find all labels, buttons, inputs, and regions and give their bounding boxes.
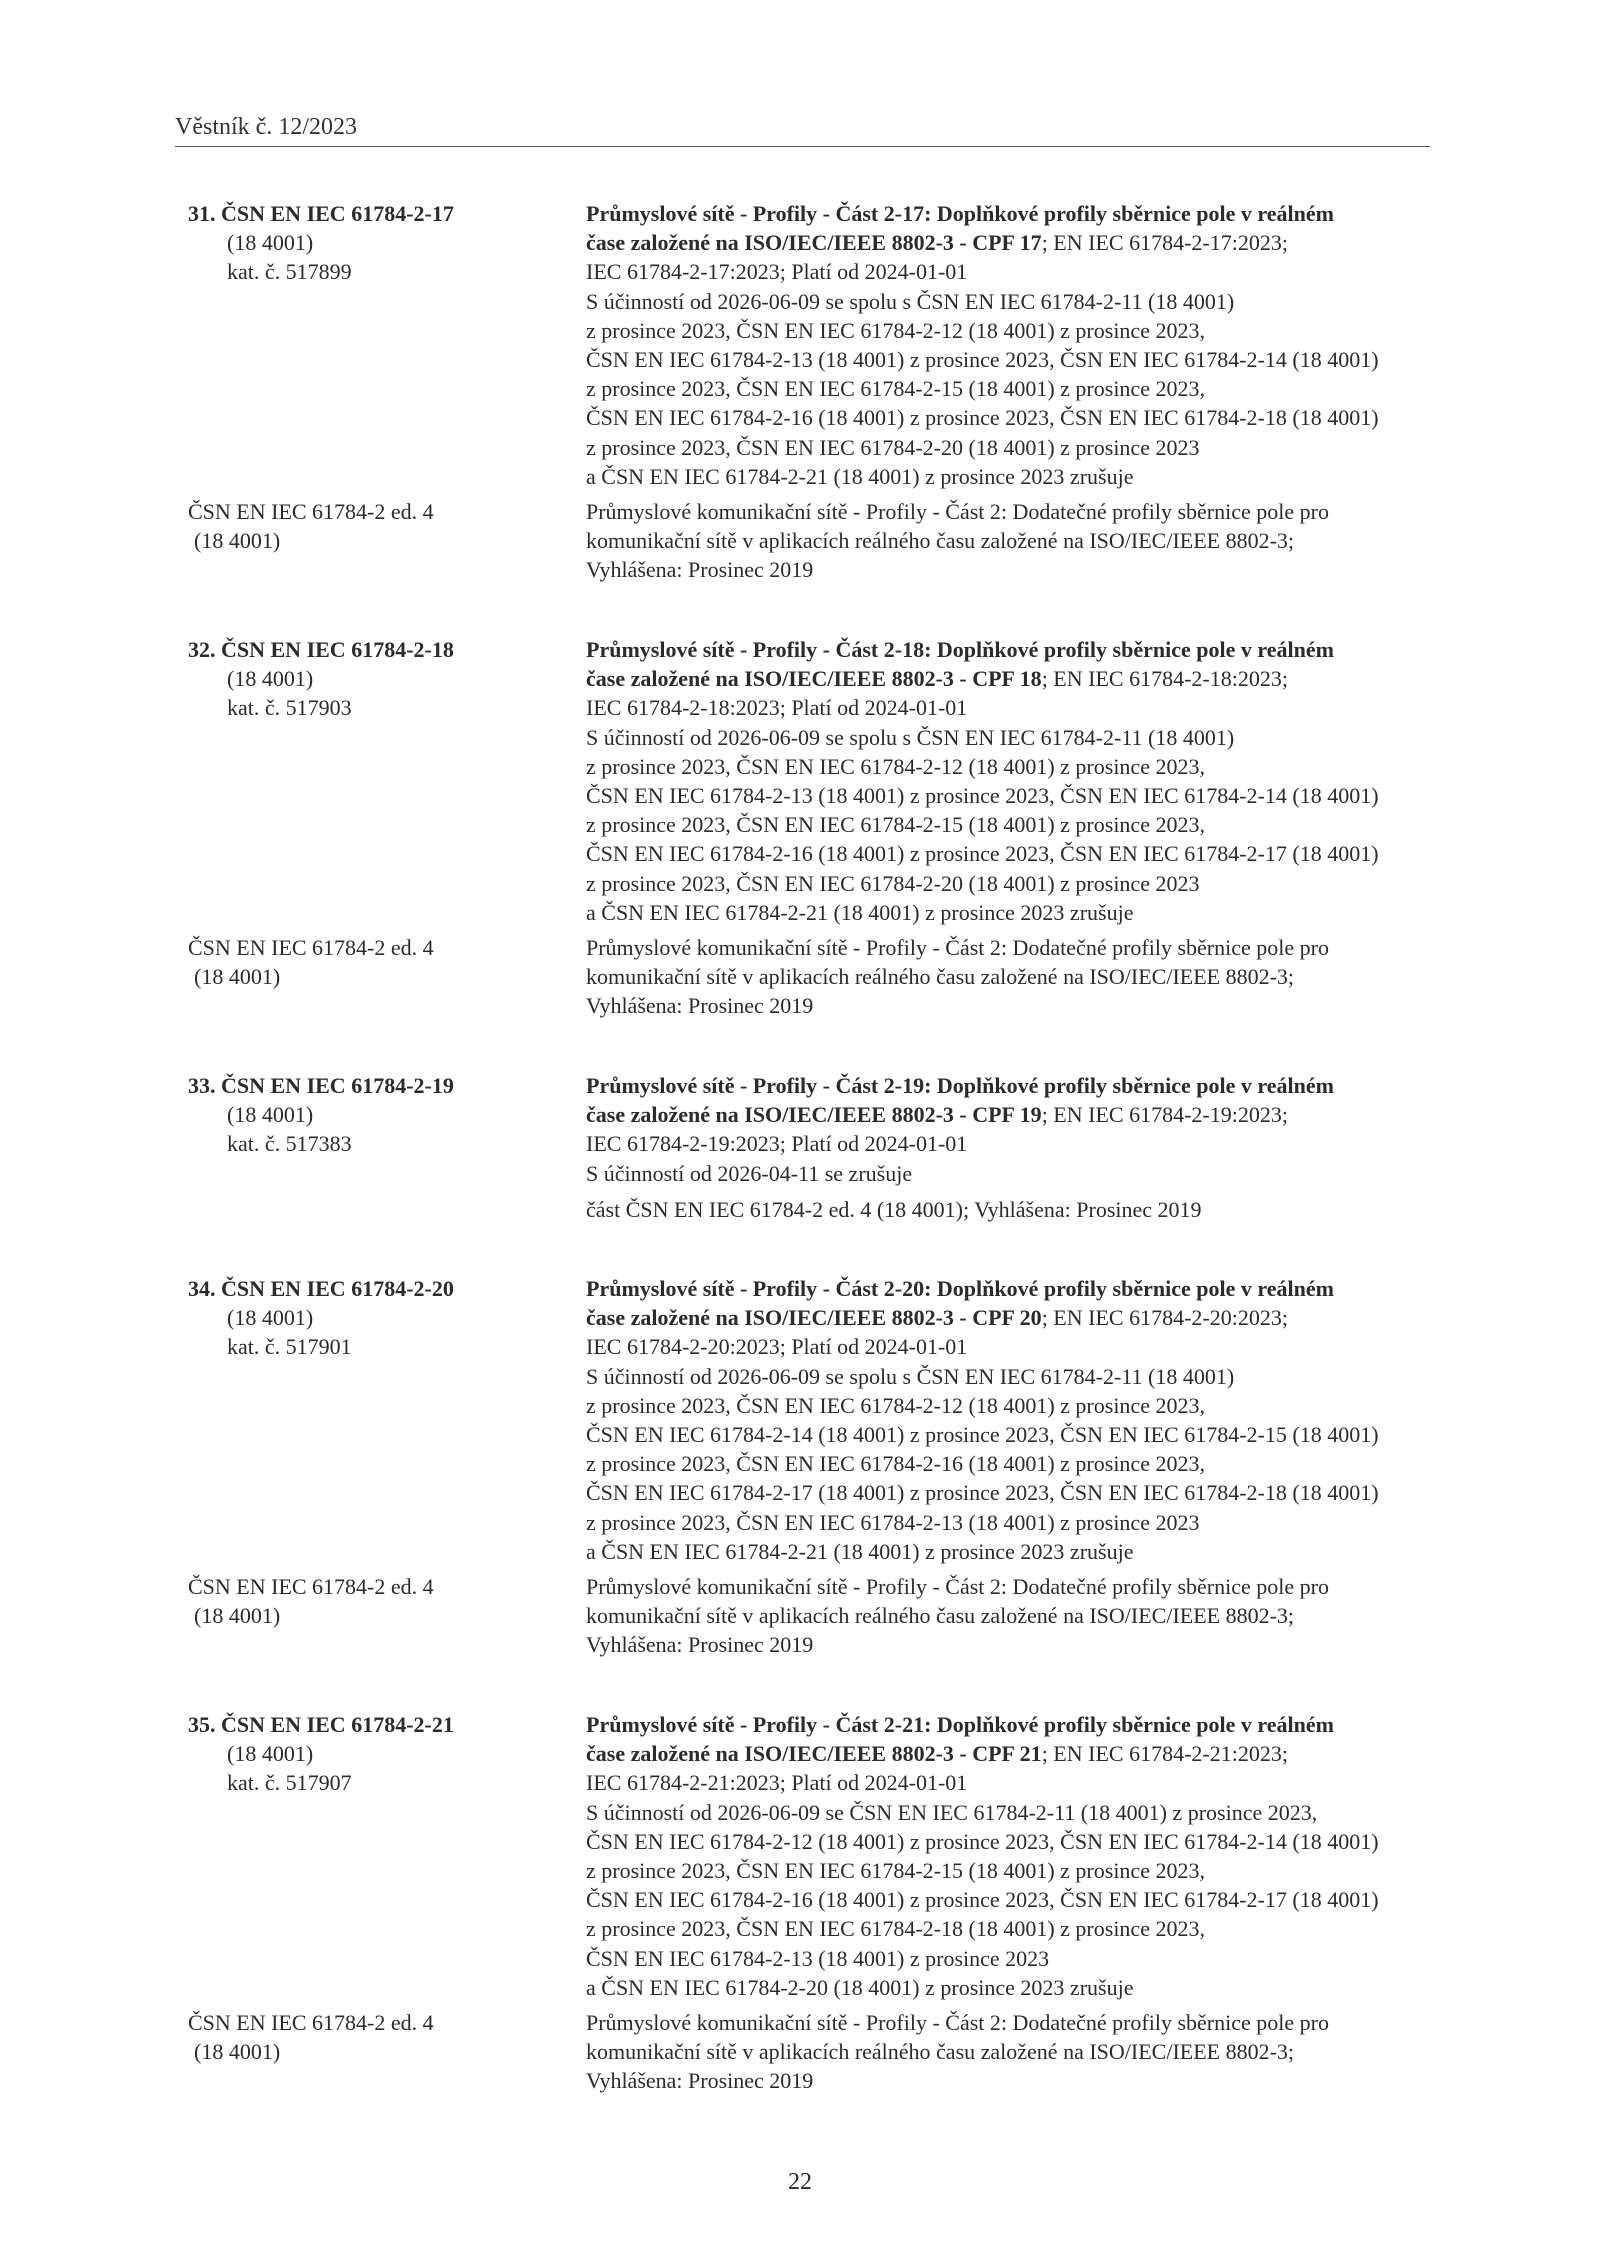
classification-number: (18 4001) bbox=[227, 1305, 314, 1331]
entry-line: ČSN EN IEC 61784-2-13 (18 4001) z prosince 2023, ČSN EN IEC 61784-2-14 (18 4001) bbox=[586, 347, 1379, 373]
entry-number: 35. bbox=[188, 1712, 216, 1737]
entry-line: z prosince 2023, ČSN EN IEC 61784-2-15 (18 4001) z prosince 2023, bbox=[586, 1858, 1205, 1884]
entry-line: z prosince 2023, ČSN EN IEC 61784-2-20 (18 4001) z prosince 2023 bbox=[586, 870, 1200, 896]
entry-line: z prosince 2023, ČSN EN IEC 61784-2-12 (18 4001) z prosince 2023, bbox=[586, 753, 1205, 779]
replaced-line: Vyhlášena: Prosinec 2019 bbox=[586, 2068, 814, 2094]
replaced-class: (18 4001) bbox=[194, 964, 281, 990]
entry-description bbox=[586, 1710, 1436, 2002]
entry-line: z prosince 2023, ČSN EN IEC 61784-2-12 (18 4001) z prosince 2023, bbox=[586, 1392, 1205, 1418]
entry-line: z prosince 2023, ČSN EN IEC 61784-2-16 (18 4001) z prosince 2023, bbox=[586, 1451, 1205, 1477]
entry-identifier bbox=[188, 635, 568, 723]
entry-title: Průmyslové sítě - Profily - Část 2-18: Doplňkové profily sběrnice pole v reálném bbox=[586, 637, 1334, 662]
entry-line: ČSN EN IEC 61784-2-13 (18 4001) z prosince 2023, ČSN EN IEC 61784-2-14 (18 4001) bbox=[586, 783, 1379, 809]
catalog-number: kat. č. 517901 bbox=[227, 1334, 352, 1360]
entry-identifier bbox=[188, 199, 568, 287]
entry-line: z prosince 2023, ČSN EN IEC 61784-2-15 (18 4001) z prosince 2023, bbox=[586, 376, 1205, 402]
entry-heading bbox=[188, 199, 568, 228]
entry-ref: ; EN IEC 61784-2-18:2023; bbox=[1041, 666, 1288, 692]
entry-description bbox=[586, 1274, 1436, 1566]
entry-line: ČSN EN IEC 61784-2-17 (18 4001) z prosince 2023, ČSN EN IEC 61784-2-18 (18 4001) bbox=[586, 1480, 1379, 1506]
replaced-description bbox=[586, 2008, 1436, 2096]
entry-ref: ; EN IEC 61784-2-21:2023; bbox=[1041, 1741, 1288, 1767]
entry-line: IEC 61784-2-17:2023; Platí od 2024-01-01 bbox=[586, 259, 968, 285]
entry-line: z prosince 2023, ČSN EN IEC 61784-2-15 (18 4001) z prosince 2023, bbox=[586, 812, 1205, 838]
entry-title-cont: čase založené na ISO/IEC/IEEE 8802-3 - CPF 20 bbox=[586, 1305, 1042, 1331]
replaced-class: (18 4001) bbox=[194, 528, 281, 554]
entry-line: S účinností od 2026-06-09 se ČSN EN IEC 61784-2-11 (18 4001) z prosince 2023, bbox=[586, 1799, 1318, 1825]
entry-number: 31. bbox=[188, 201, 216, 226]
replaced-description bbox=[586, 497, 1436, 585]
entry-line: ČSN EN IEC 61784-2-13 (18 4001) z prosince 2023 bbox=[586, 1945, 1050, 1971]
standard-code: ČSN EN IEC 61784-2-18 bbox=[221, 637, 454, 662]
classification-number: (18 4001) bbox=[227, 666, 314, 692]
entry-line: ČSN EN IEC 61784-2-14 (18 4001) z prosince 2023, ČSN EN IEC 61784-2-15 (18 4001) bbox=[586, 1422, 1379, 1448]
replaced-identifier bbox=[188, 2008, 568, 2066]
entry-heading bbox=[188, 1071, 568, 1100]
entry-title-cont: čase založené na ISO/IEC/IEEE 8802-3 - CPF 18 bbox=[586, 666, 1042, 692]
replaced-identifier bbox=[188, 933, 568, 991]
entry-line: z prosince 2023, ČSN EN IEC 61784-2-13 (18 4001) z prosince 2023 bbox=[586, 1509, 1200, 1535]
entry-line: a ČSN EN IEC 61784-2-21 (18 4001) z prosince 2023 zrušuje bbox=[586, 463, 1134, 489]
replaced-line: Průmyslové komunikační sítě - Profily - Část 2: Dodatečné profily sběrnice pole pro bbox=[586, 499, 1329, 524]
entry-line: IEC 61784-2-21:2023; Platí od 2024-01-01 bbox=[586, 1770, 968, 1796]
standard-code: ČSN EN IEC 61784-2-21 bbox=[221, 1712, 454, 1737]
entry-line: ČSN EN IEC 61784-2-16 (18 4001) z prosince 2023, ČSN EN IEC 61784-2-17 (18 4001) bbox=[586, 1887, 1379, 1913]
replaced-description bbox=[586, 1572, 1436, 1660]
replaced-line: Vyhlášena: Prosinec 2019 bbox=[586, 993, 814, 1019]
entry-number: 32. bbox=[188, 637, 216, 662]
entry-line: a ČSN EN IEC 61784-2-21 (18 4001) z prosince 2023 zrušuje bbox=[586, 1538, 1134, 1564]
replaced-line: Vyhlášena: Prosinec 2019 bbox=[586, 557, 814, 583]
replaced-class: (18 4001) bbox=[194, 2039, 281, 2065]
entry-identifier bbox=[188, 1071, 568, 1159]
entry-title-cont: čase založené na ISO/IEC/IEEE 8802-3 - CPF 21 bbox=[586, 1741, 1042, 1767]
entry-line: S účinností od 2026-06-09 se spolu s ČSN EN IEC 61784-2-11 (18 4001) bbox=[586, 1363, 1235, 1389]
entry-line: ČSN EN IEC 61784-2-16 (18 4001) z prosince 2023, ČSN EN IEC 61784-2-17 (18 4001) bbox=[586, 841, 1379, 867]
replaced-line: Vyhlášena: Prosinec 2019 bbox=[586, 1632, 814, 1658]
entry-title: Průmyslové sítě - Profily - Část 2-17: Doplňkové profily sběrnice pole v reálném bbox=[586, 201, 1334, 226]
running-head: Věstník č. 12/2023 bbox=[175, 112, 1430, 147]
entry-line: a ČSN EN IEC 61784-2-20 (18 4001) z prosince 2023 zrušuje bbox=[586, 1974, 1134, 2000]
classification-number: (18 4001) bbox=[227, 230, 314, 256]
replaced-line: komunikační sítě v aplikacích reálného času založené na ISO/IEC/IEEE 8802-3; bbox=[586, 964, 1295, 990]
entry-line: IEC 61784-2-20:2023; Platí od 2024-01-01 bbox=[586, 1334, 968, 1360]
entry-line: ČSN EN IEC 61784-2-12 (18 4001) z prosince 2023, ČSN EN IEC 61784-2-14 (18 4001) bbox=[586, 1828, 1379, 1854]
replaced-code: ČSN EN IEC 61784-2 ed. 4 bbox=[188, 1574, 434, 1599]
classification-number: (18 4001) bbox=[227, 1102, 314, 1128]
replaced-line: komunikační sítě v aplikacích reálného času založené na ISO/IEC/IEEE 8802-3; bbox=[586, 2039, 1295, 2065]
standard-code: ČSN EN IEC 61784-2-20 bbox=[221, 1276, 454, 1301]
entry-title: Průmyslové sítě - Profily - Část 2-19: Doplňkové profily sběrnice pole v reálném bbox=[586, 1073, 1334, 1098]
replaced-line: Průmyslové komunikační sítě - Profily - Část 2: Dodatečné profily sběrnice pole pro bbox=[586, 1574, 1329, 1599]
entry-line: z prosince 2023, ČSN EN IEC 61784-2-18 (18 4001) z prosince 2023, bbox=[586, 1916, 1205, 1942]
entry-line: S účinností od 2026-04-11 se zrušuje bbox=[586, 1160, 913, 1186]
replaced-line: komunikační sítě v aplikacích reálného času založené na ISO/IEC/IEEE 8802-3; bbox=[586, 528, 1295, 554]
standard-code: ČSN EN IEC 61784-2-17 bbox=[221, 201, 454, 226]
entry-title: Průmyslové sítě - Profily - Část 2-20: Doplňkové profily sběrnice pole v reálném bbox=[586, 1276, 1334, 1301]
standard-code: ČSN EN IEC 61784-2-19 bbox=[221, 1073, 454, 1098]
entry-heading bbox=[188, 1274, 568, 1303]
entry-ref: ; EN IEC 61784-2-17:2023; bbox=[1041, 230, 1288, 256]
entry-identifier bbox=[188, 1274, 568, 1362]
entry-line: S účinností od 2026-06-09 se spolu s ČSN EN IEC 61784-2-11 (18 4001) bbox=[586, 724, 1235, 750]
entry-line: ČSN EN IEC 61784-2-16 (18 4001) z prosince 2023, ČSN EN IEC 61784-2-18 (18 4001) bbox=[586, 405, 1379, 431]
entry-number: 33. bbox=[188, 1073, 216, 1098]
page-number: 22 bbox=[788, 2169, 812, 2195]
entry-title: Průmyslové sítě - Profily - Část 2-21: Doplňkové profily sběrnice pole v reálném bbox=[586, 1712, 1334, 1737]
entry-heading bbox=[188, 635, 568, 664]
entry-description bbox=[586, 1071, 1436, 1188]
entry-line: IEC 61784-2-19:2023; Platí od 2024-01-01 bbox=[586, 1131, 968, 1157]
entry-line: S účinností od 2026-06-09 se spolu s ČSN EN IEC 61784-2-11 (18 4001) bbox=[586, 288, 1235, 314]
replaced-identifier bbox=[188, 497, 568, 555]
catalog-number: kat. č. 517903 bbox=[227, 695, 352, 721]
entry-line: IEC 61784-2-18:2023; Platí od 2024-01-01 bbox=[586, 695, 968, 721]
replaced-code: ČSN EN IEC 61784-2 ed. 4 bbox=[188, 2010, 434, 2035]
catalog-number: kat. č. 517907 bbox=[227, 1770, 352, 1796]
entry-line: a ČSN EN IEC 61784-2-21 (18 4001) z prosince 2023 zrušuje bbox=[586, 899, 1134, 925]
entry-ref: ; EN IEC 61784-2-19:2023; bbox=[1041, 1102, 1288, 1128]
entry-identifier bbox=[188, 1710, 568, 1798]
entry-line: z prosince 2023, ČSN EN IEC 61784-2-20 (18 4001) z prosince 2023 bbox=[586, 434, 1200, 460]
classification-number: (18 4001) bbox=[227, 1741, 314, 1767]
replaced-description bbox=[586, 933, 1436, 1021]
note-line: část ČSN EN IEC 61784-2 ed. 4 (18 4001); Vyhlášena: Prosinec 2019 bbox=[586, 1197, 1202, 1222]
replaced-class: (18 4001) bbox=[194, 1603, 281, 1629]
replaced-line: Průmyslové komunikační sítě - Profily - Část 2: Dodatečné profily sběrnice pole pro bbox=[586, 2010, 1329, 2035]
replaced-line: komunikační sítě v aplikacích reálného času založené na ISO/IEC/IEEE 8802-3; bbox=[586, 1603, 1295, 1629]
entry-description bbox=[586, 199, 1436, 491]
replaced-code: ČSN EN IEC 61784-2 ed. 4 bbox=[188, 499, 434, 524]
entry-ref: ; EN IEC 61784-2-20:2023; bbox=[1041, 1305, 1288, 1331]
entry-number: 34. bbox=[188, 1276, 216, 1301]
entry-heading bbox=[188, 1710, 568, 1739]
catalog-number: kat. č. 517383 bbox=[227, 1131, 352, 1157]
entry-note bbox=[586, 1195, 1436, 1224]
entry-title-cont: čase založené na ISO/IEC/IEEE 8802-3 - CPF 19 bbox=[586, 1102, 1042, 1128]
catalog-number: kat. č. 517899 bbox=[227, 259, 352, 285]
replaced-line: Průmyslové komunikační sítě - Profily - Část 2: Dodatečné profily sběrnice pole pro bbox=[586, 935, 1329, 960]
replaced-code: ČSN EN IEC 61784-2 ed. 4 bbox=[188, 935, 434, 960]
entry-title-cont: čase založené na ISO/IEC/IEEE 8802-3 - CPF 17 bbox=[586, 230, 1042, 256]
replaced-identifier bbox=[188, 1572, 568, 1630]
entry-description bbox=[586, 635, 1436, 927]
entry-line: z prosince 2023, ČSN EN IEC 61784-2-12 (18 4001) z prosince 2023, bbox=[586, 317, 1205, 343]
